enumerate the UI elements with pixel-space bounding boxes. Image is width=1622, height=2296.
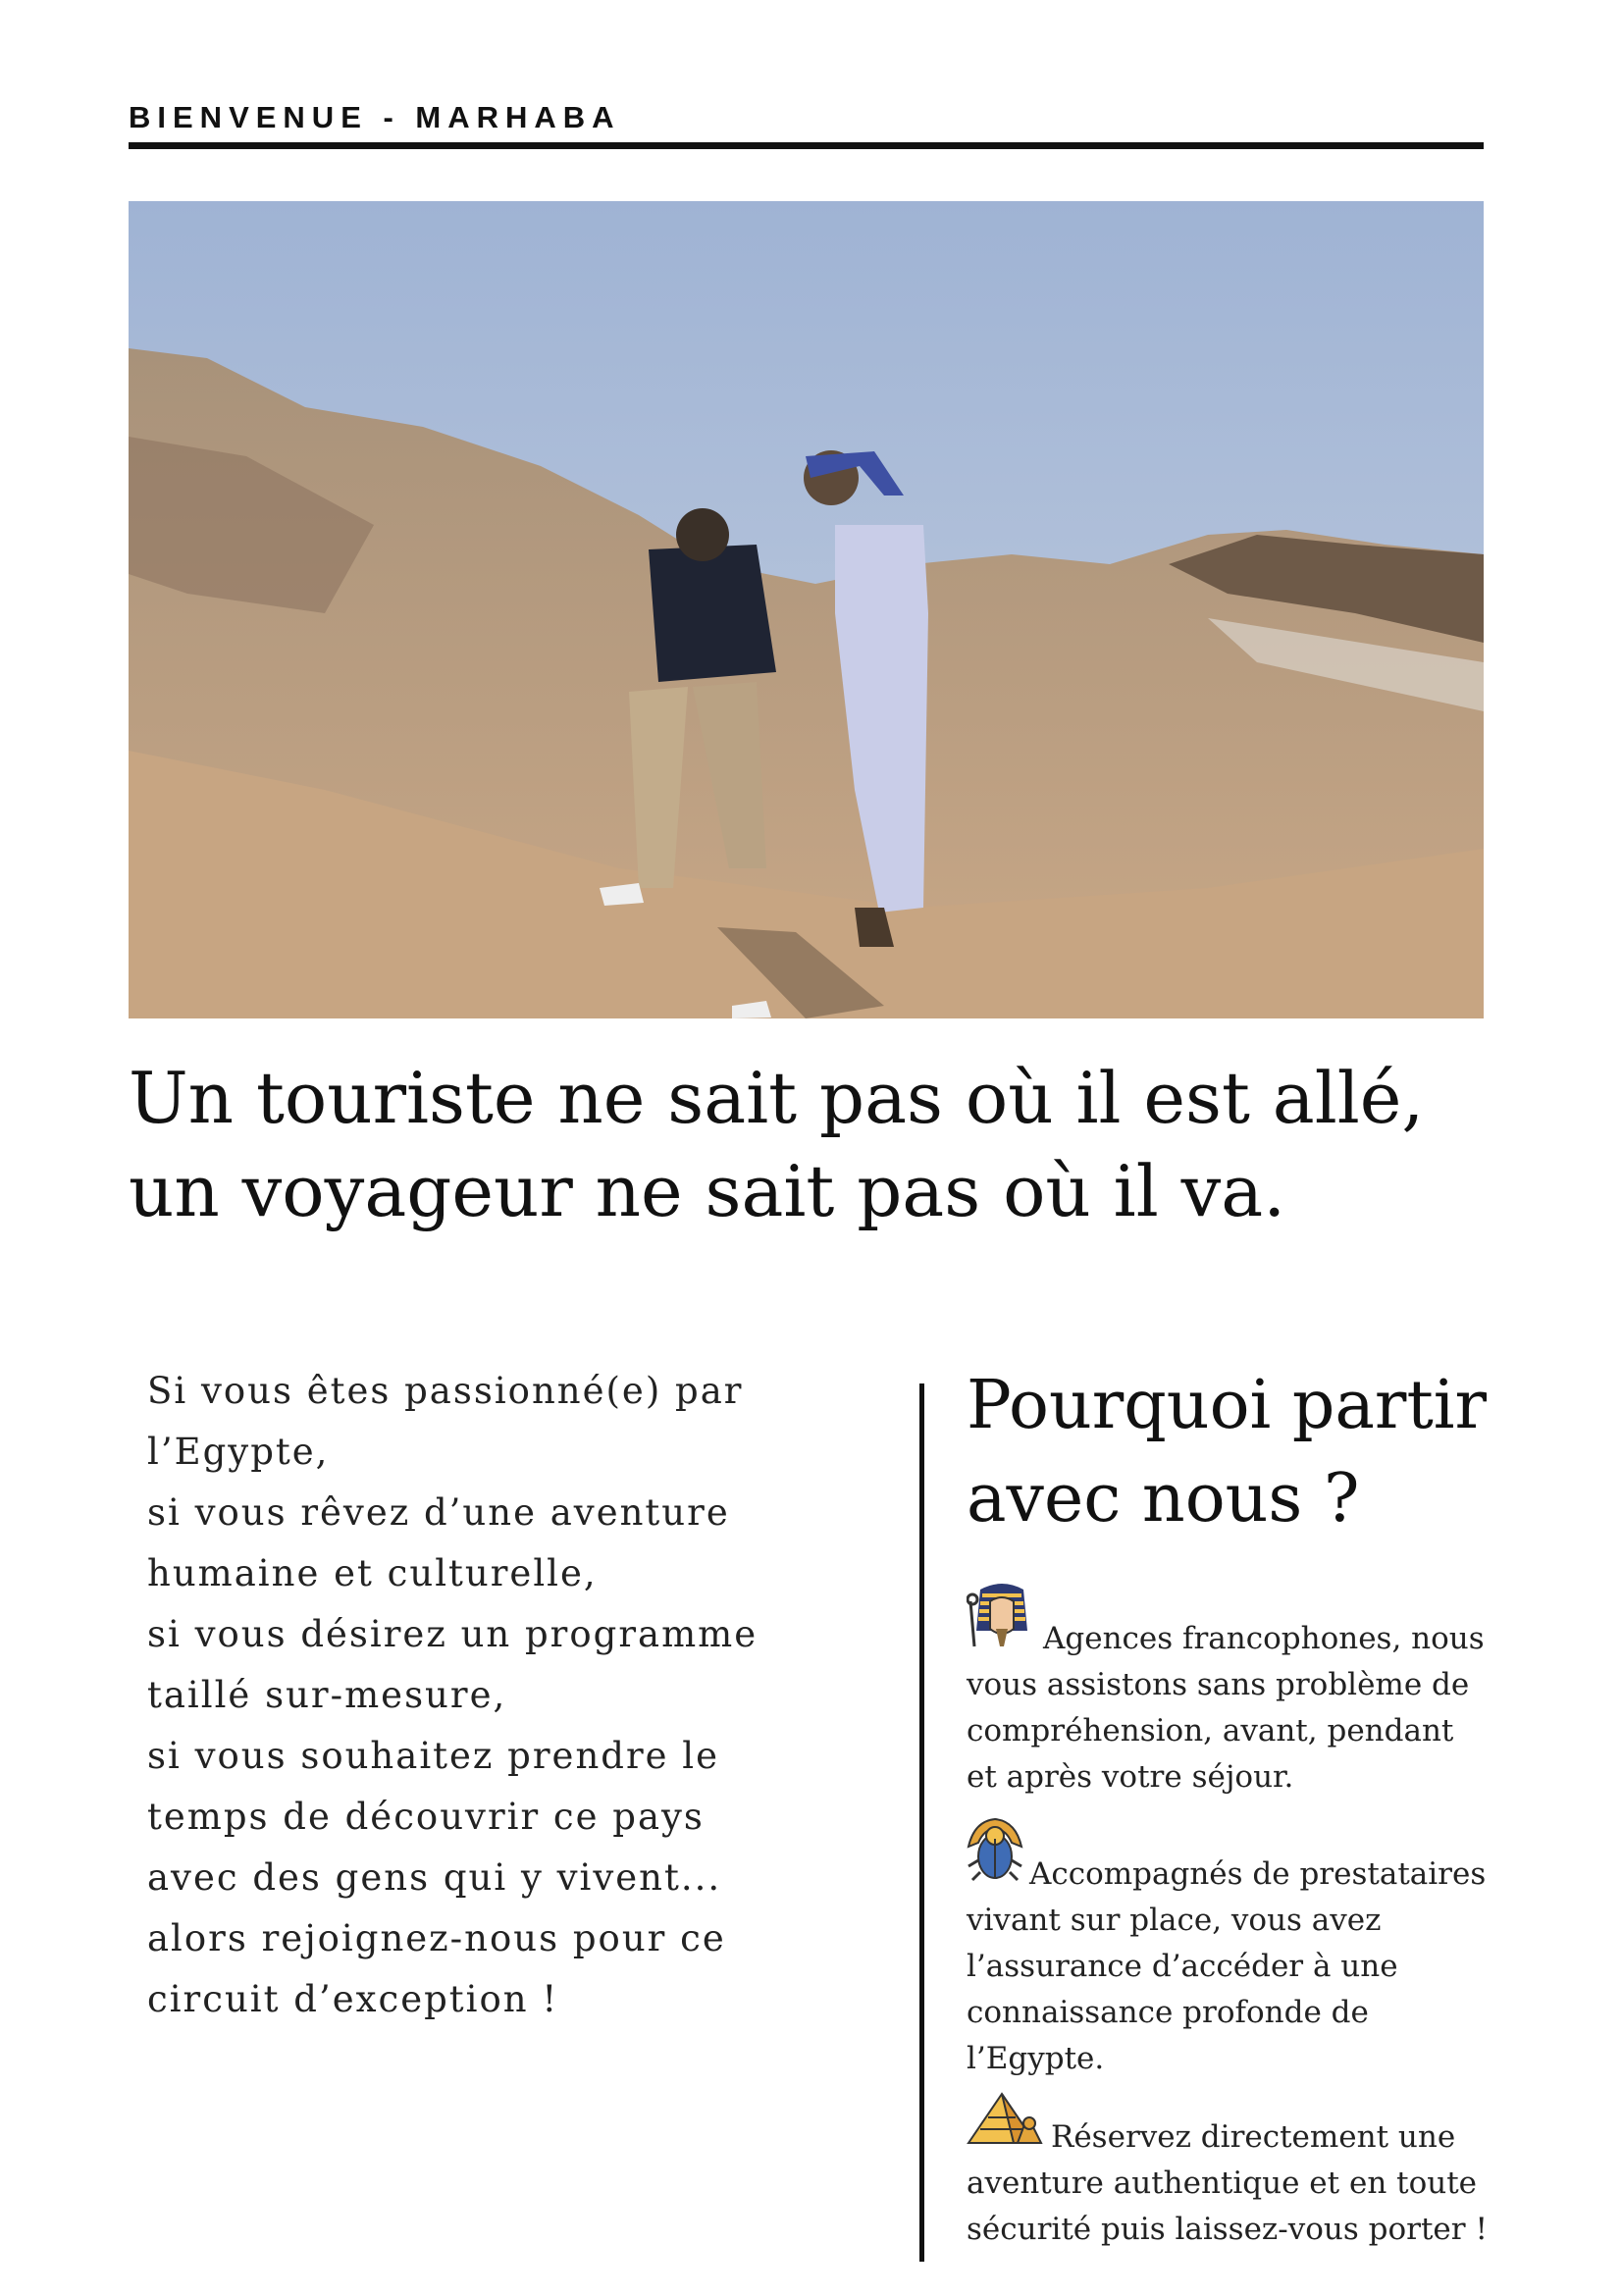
hero-photo: [129, 201, 1484, 1018]
intro-line: Si vous êtes passionné(e) par: [147, 1370, 744, 1412]
reason-line: l’Egypte.: [967, 2041, 1105, 2076]
header-rule: [129, 142, 1484, 149]
reason-line: compréhension, avant, pendant: [967, 1713, 1454, 1748]
quote-line-2: un voyageur ne sait pas où il va.: [129, 1150, 1286, 1232]
header-label: BIENVENUE - MARHABA: [129, 100, 621, 134]
why-title-line-2: avec nous ?: [967, 1460, 1360, 1538]
reason-line: et après votre séjour.: [967, 1759, 1294, 1795]
reason-line: connaissance profonde de: [967, 1995, 1369, 2030]
pyramid-icon: [967, 2088, 1045, 2161]
quote-line-1: Un touriste ne sait pas où il est allé,: [129, 1057, 1425, 1139]
intro-line: alors rejoignez-nous pour ce: [147, 1917, 726, 1959]
reason-line: l’assurance d’accéder à une: [967, 1949, 1398, 1984]
intro-line: si vous souhaitez prendre le: [147, 1735, 720, 1777]
reason-line: Agences francophones, nous: [1043, 1621, 1485, 1656]
reason-item: [967, 2088, 1526, 2253]
reason-line: vous assistons sans problème de: [967, 1667, 1470, 1702]
reason-line: vivant sur place, vous avez: [967, 1903, 1382, 1938]
reason-item: [967, 1582, 1526, 1800]
reason-line: sécurité puis laissez-vous porter !: [967, 2212, 1488, 2247]
pharaoh-icon: [967, 1582, 1037, 1662]
intro-line: taillé sur-mesure,: [147, 1674, 507, 1716]
intro-line: circuit d’exception !: [147, 1978, 559, 2020]
reason-line: Réservez directement une: [1051, 2119, 1456, 2155]
desert-photo-illustration: [129, 201, 1484, 1018]
intro-line: si vous rêvez d’une aventure: [147, 1491, 730, 1534]
scarab-icon: [967, 1817, 1023, 1898]
column-divider: [919, 1383, 924, 2262]
why-title: [967, 1359, 1555, 1545]
intro-line: temps de découvrir ce pays: [147, 1796, 705, 1838]
headline-quote: [129, 1052, 1522, 1238]
reason-item: [967, 1817, 1526, 2082]
why-title-line-1: Pourquoi partir: [967, 1367, 1488, 1444]
reason-line: aventure authentique et en toute: [967, 2166, 1478, 2201]
intro-line: l’Egypte,: [147, 1431, 330, 1473]
intro-paragraph: [147, 1361, 932, 2030]
intro-line: si vous désirez un programme: [147, 1613, 759, 1655]
reason-line: Accompagnés de prestataires: [1029, 1856, 1487, 1892]
intro-line: avec des gens qui y vivent...: [147, 1856, 722, 1899]
intro-line: humaine et culturelle,: [147, 1552, 598, 1594]
